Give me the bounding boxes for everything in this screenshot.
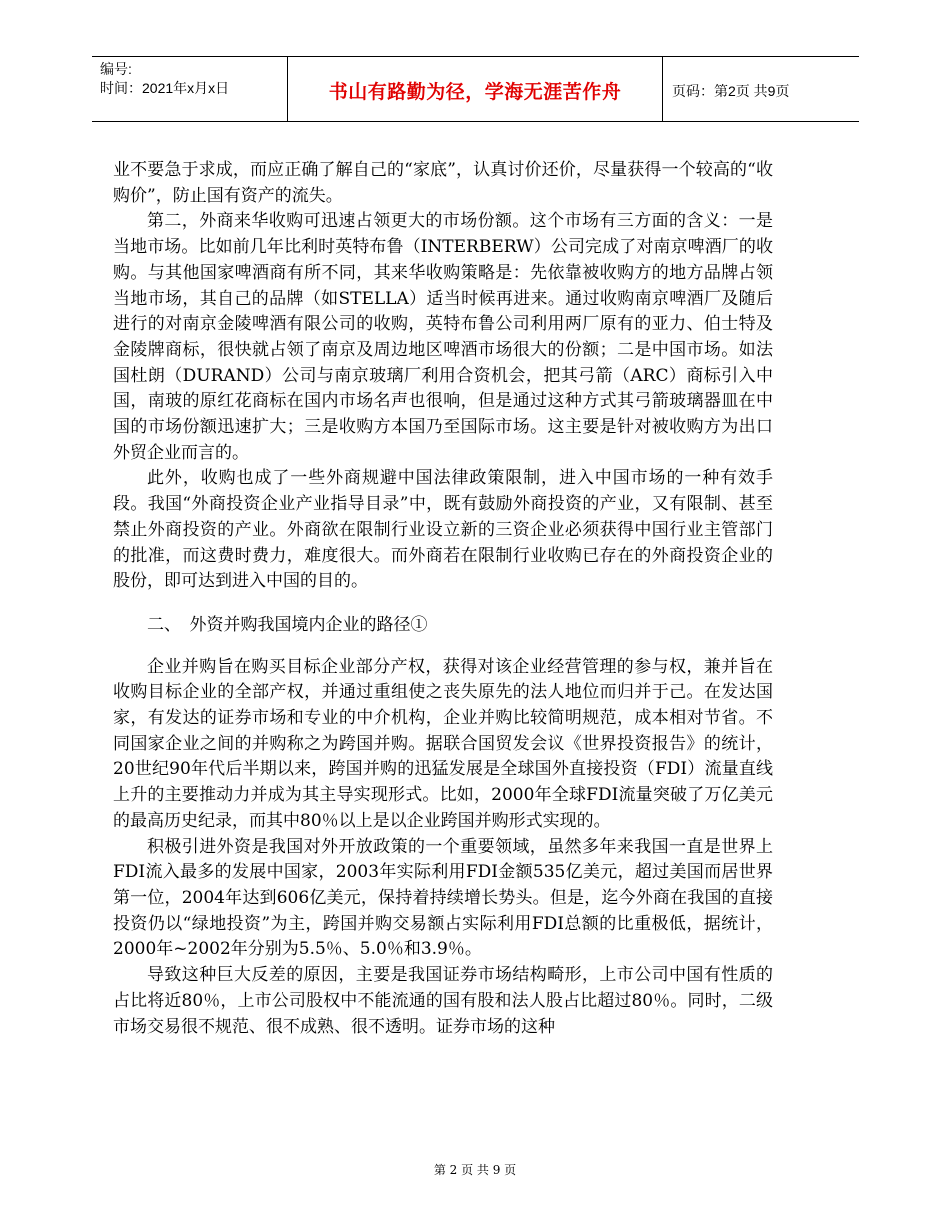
header-page-cell	[662, 57, 859, 121]
paragraph: 企业并购旨在购买目标企业部分产权，获得对该企业经营管理的参与权，兼并旨在收购目标企业的全部产权，并通过重组使之丧失原先的法人地位而归并于己。在发达国家，有发达的证券市场和专业的中介机构，企业并购比较简明规范，成本相对节省。不同国家企业之间的并购称之为跨国并购。据联合国贸发会议《世界投资报告》的统计，20世纪90年代后半期以来，跨国并购的迅猛发展是全球国外直接投资（FDI）流量直线上升的主要推动力并成为其主导实现形式。比如，2000年全球FDI流量突破了万亿美元的最高历史纪录，而其中80％以上是以企业跨国并购形式实现的。	[113, 656, 773, 831]
header-page-info: 页码：第2页 共9页	[672, 83, 790, 99]
paragraph: 积极引进外资是我国对外开放政策的一个重要领域，虽然多年来我国一直是世界上FDI流入最多的发展中国家，2003年实际利用FDI金额535亿美元，超过美国而居世界第一位，2004年达到606亿美元，保持着持续增长势头。但是，迄今外商在我国的直接投资仍以“绿地投资”为主，跨国并购交易额占实际利用FDI总额的比重极低，据统计，2000年~2002年分别为5.5％、5.0％和3.9％。	[113, 836, 773, 960]
page-header	[92, 56, 859, 122]
document-body	[113, 158, 773, 1040]
paragraph: 业不要急于求成，而应正确了解自己的“家底”，认真讨价还价，尽量获得一个较高的“收购价”，防止国有资产的流失。	[113, 160, 773, 206]
header-meta	[92, 57, 287, 121]
page-footer: 第 2 页 共 9 页	[433, 1163, 517, 1177]
doc-time-label: 时间：2021年x月x日	[100, 80, 230, 96]
section-heading: 二、 外资并购我国境内企业的路径①	[147, 614, 428, 635]
header-motto-cell	[287, 57, 663, 121]
doc-code-label: 编号:	[100, 61, 132, 77]
header-motto: 书山有路勤为径，学海无涯苦作舟	[328, 81, 622, 103]
paragraph: 第二，外商来华收购可迅速占领更大的市场份额。这个市场有三方面的含义：一是当地市场。比如前几年比利时英特布鲁（INTERBERW）公司完成了对南京啤酒厂的收购。与其他国家啤酒商有所不同，其来华收购策略是：先依靠被收购方的地方品牌占领当地市场，其自己的品牌（如STELLA）适当时候再进来。通过收购南京啤酒厂及随后进行的对南京金陵啤酒有限公司的收购，英特布鲁公司利用两厂原有的亚力、伯士特及金陵牌商标，很快就占领了南京及周边地区啤酒市场很大的份额；二是中国市场。如法国杜朗（DURAND）公司与南京玻璃厂利用合资机会，把其弓箭（ARC）商标引入中国，南玻的原红花商标在国内市场名声也很响，但是通过这种方式其弓箭玻璃器皿在中国的市场份额迅速扩大；三是收购方本国乃至国际市场。这主要是针对被收购方为出口外贸企业而言的。	[113, 211, 773, 463]
paragraph: 此外，收购也成了一些外商规避中国法律政策限制，进入中国市场的一种有效手段。我国“外商投资企业产业指导目录”中，既有鼓励外商投资的产业，又有限制、甚至禁止外商投资的产业。外商欲在限制行业设立新的三资企业必须获得中国行业主管部门的批准，而这费时费力，难度很大。而外商若在限制行业收购已存在的外商投资企业的股份，即可达到进入中国的目的。	[113, 468, 773, 592]
paragraph: 导致这种巨大反差的原因，主要是我国证券市场结构畸形，上市公司中国有性质的占比将近80％，上市公司股权中不能流通的国有股和法人股占比超过80％。同时，二级市场交易很不规范、很不成熟、很不透明。证券市场的这种	[113, 965, 773, 1037]
